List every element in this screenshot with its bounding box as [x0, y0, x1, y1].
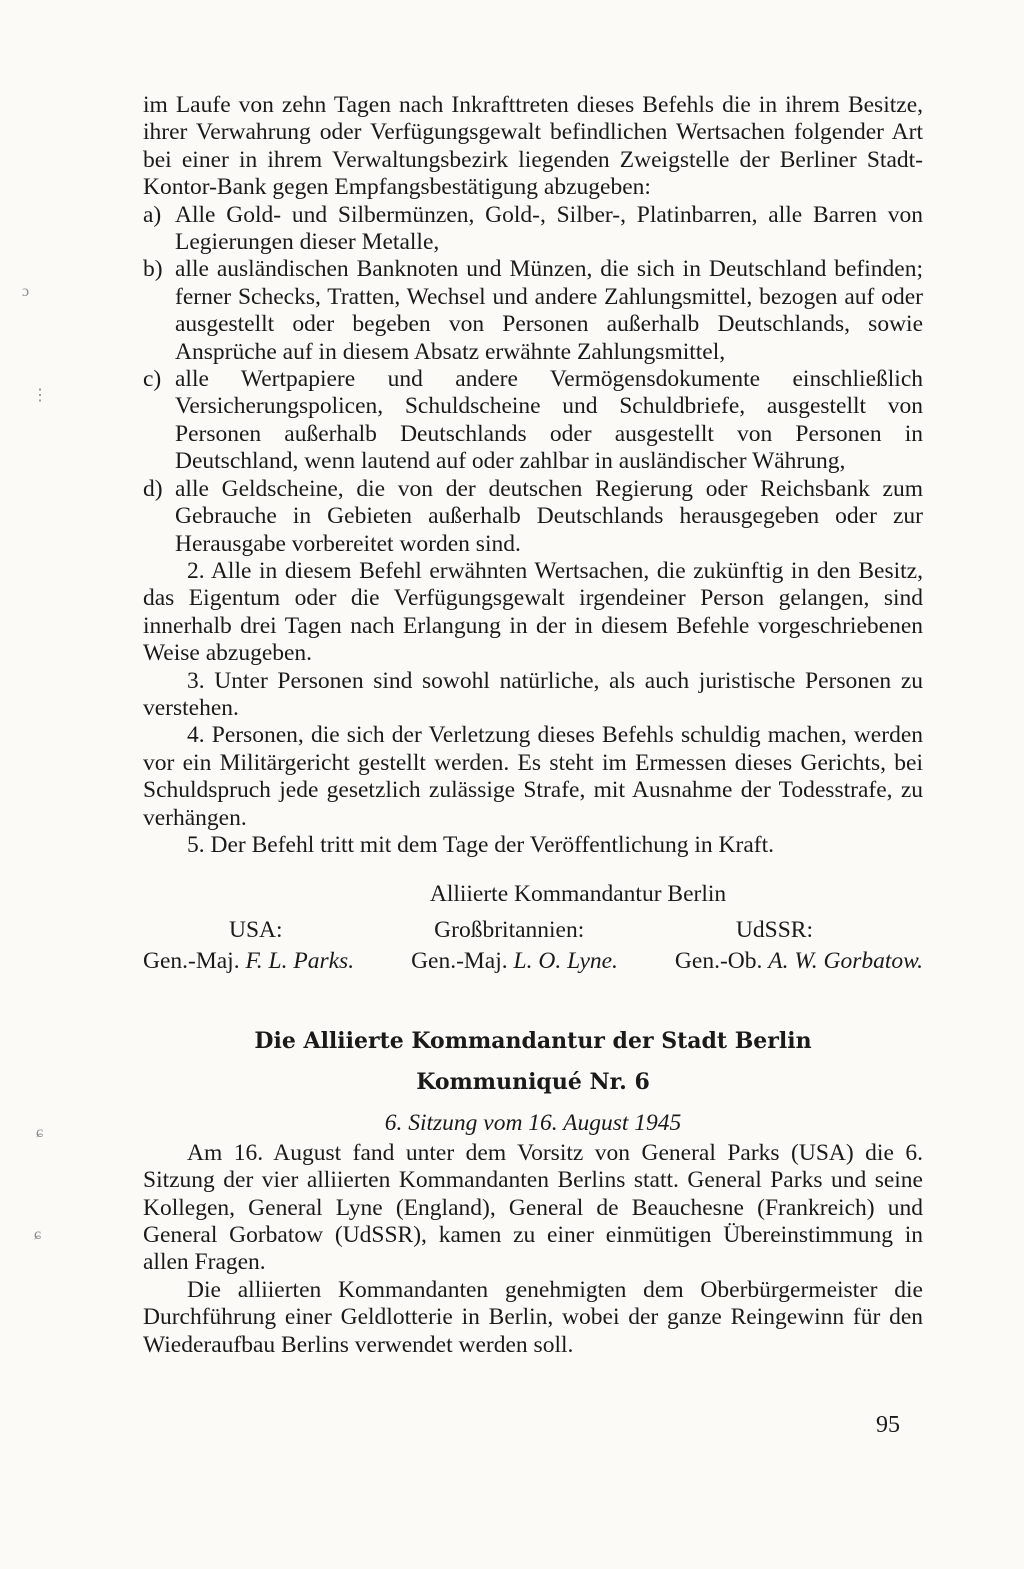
communique-title: Die Alliierte Kommandantur der Stadt Berlin: [254, 1027, 812, 1054]
margin-mark: ɕ: [36, 1124, 44, 1141]
paragraph-4: 4. Personen, die sich der Verletzung dieses Befehls schuldig machen, werden vor ein Militärgericht gestellt werden. Es steht im Ermessen dieses Gerichts, bei Schuldspruch jede gesetzlich zulässige Strafe, mit Ausnahme der Todesstrafe, zu verhängen.: [143, 722, 923, 831]
item-text: alle Wertpapiere und andere Vermögensdokumente einschließlich Versicherungspolicen, Schuldscheine und Schuldbriefe, ausgestellt von Personen außerhalb Deutschlands oder ausgestellt von Personen in Deutschland, wenn lautend auf oder zahlbar in ausländischer Währung,: [175, 366, 923, 475]
item-text: alle ausländischen Banknoten und Münzen, die sich in Deutschland befinden; ferner Schecks, Tratten, Wechsel und andere Zahlungsmittel, bezogen auf oder ausgestellt oder begeben von Personen außerhalb Deutschlands, sowie Ansprüche auf in diesem Absatz erwähnte Zahlungsmittel,: [175, 256, 923, 365]
intro-paragraph: im Laufe von zehn Tagen nach Inkrafttreten dieses Befehls die in ihrem Besitze, ihrer Verwahrung oder Verfügungsgewalt befindlichen Wertsachen folgender Art bei einer in ihrem Verwaltungsbezirk liegenden Zweigstelle der Berliner Stadt-Kontor-Bank gegen Empfangsbestätigung abzugeben:: [143, 92, 923, 201]
paragraph-3: 3. Unter Personen sind sowohl natürliche, als auch juristische Personen zu verstehen.: [143, 667, 923, 721]
session-subtitle: 6. Sitzung vom 16. August 1945: [384, 1110, 682, 1137]
item-text: Alle Gold- und Silbermünzen, Gold-, Silber-, Platinbarren, alle Barren von Legierungen dieser Metalle,: [175, 201, 923, 256]
item-text: alle Geldscheine, die von der deutschen Regierung oder Reichsbank zum Gebrauche in Gebieten außerhalb Deutschlands herausgegeben oder zur Herausgabe vorbereitet worden sind.: [175, 475, 923, 557]
signer-ussr: Gen.-Ob. A. W. Gorbatow.: [674, 948, 923, 975]
signature-names: [143, 948, 923, 975]
item-label: b): [143, 256, 163, 283]
page-number: 95: [876, 1412, 900, 1438]
signature-countries: [143, 917, 923, 944]
paragraph-5: 5. Der Befehl tritt mit dem Tage der Veröffentlichung in Kraft.: [187, 831, 774, 858]
signer-uk: Gen.-Maj. L. O. Lyne.: [411, 948, 618, 975]
paragraph-2: 2. Alle in diesem Befehl erwähnten Wertsachen, die zukünftig in den Besitz, das Eigentum oder die Verfügungsgewalt irgendeiner Person gelangen, sind innerhalb drei Tagen nach Erlangung in der in diesem Befehle vorgeschriebenen Weise abzugeben.: [143, 557, 923, 667]
item-list: [143, 202, 923, 558]
margin-mark: ⋮: [32, 387, 48, 404]
list-item: [143, 476, 923, 558]
country-ussr: UdSSR:: [735, 916, 813, 943]
item-label: d): [143, 475, 163, 502]
margin-mark: ɔ: [22, 283, 30, 300]
country-usa: USA:: [229, 916, 283, 943]
list-item: [143, 202, 923, 257]
signature-heading: Alliierte Kommandantur Berlin: [429, 881, 727, 908]
margin-mark: ɕ: [34, 1226, 42, 1243]
country-uk: Großbritannien:: [434, 916, 585, 943]
item-label: a): [143, 201, 162, 228]
communique-paragraph: Am 16. August fand unter dem Vorsitz von General Parks (USA) die 6. Sitzung der vier alliierten Kommandanten Berlins statt. General Parks und seine Kollegen, General Lyne (England), General de Beauchesne (Frankreich) und General Gorbatow (UdSSR), kamen zu einer einmütigen Übereinstimmung in allen Fragen.: [143, 1139, 923, 1276]
list-item: [143, 256, 923, 366]
communique-number: Kommuniqué Nr. 6: [416, 1069, 650, 1095]
item-label: c): [143, 366, 162, 393]
list-item: [143, 366, 923, 476]
document-page: [143, 92, 923, 1359]
signer-usa: Gen.-Maj. F. L. Parks.: [143, 948, 355, 975]
communique-paragraph: Die alliierten Kommandanten genehmigten dem Oberbürgermeister die Durchführung einer Geldlotterie in Berlin, wobei der ganze Reingewinn für den Wiederaufbau Berlins verwendet werden soll.: [143, 1276, 923, 1358]
